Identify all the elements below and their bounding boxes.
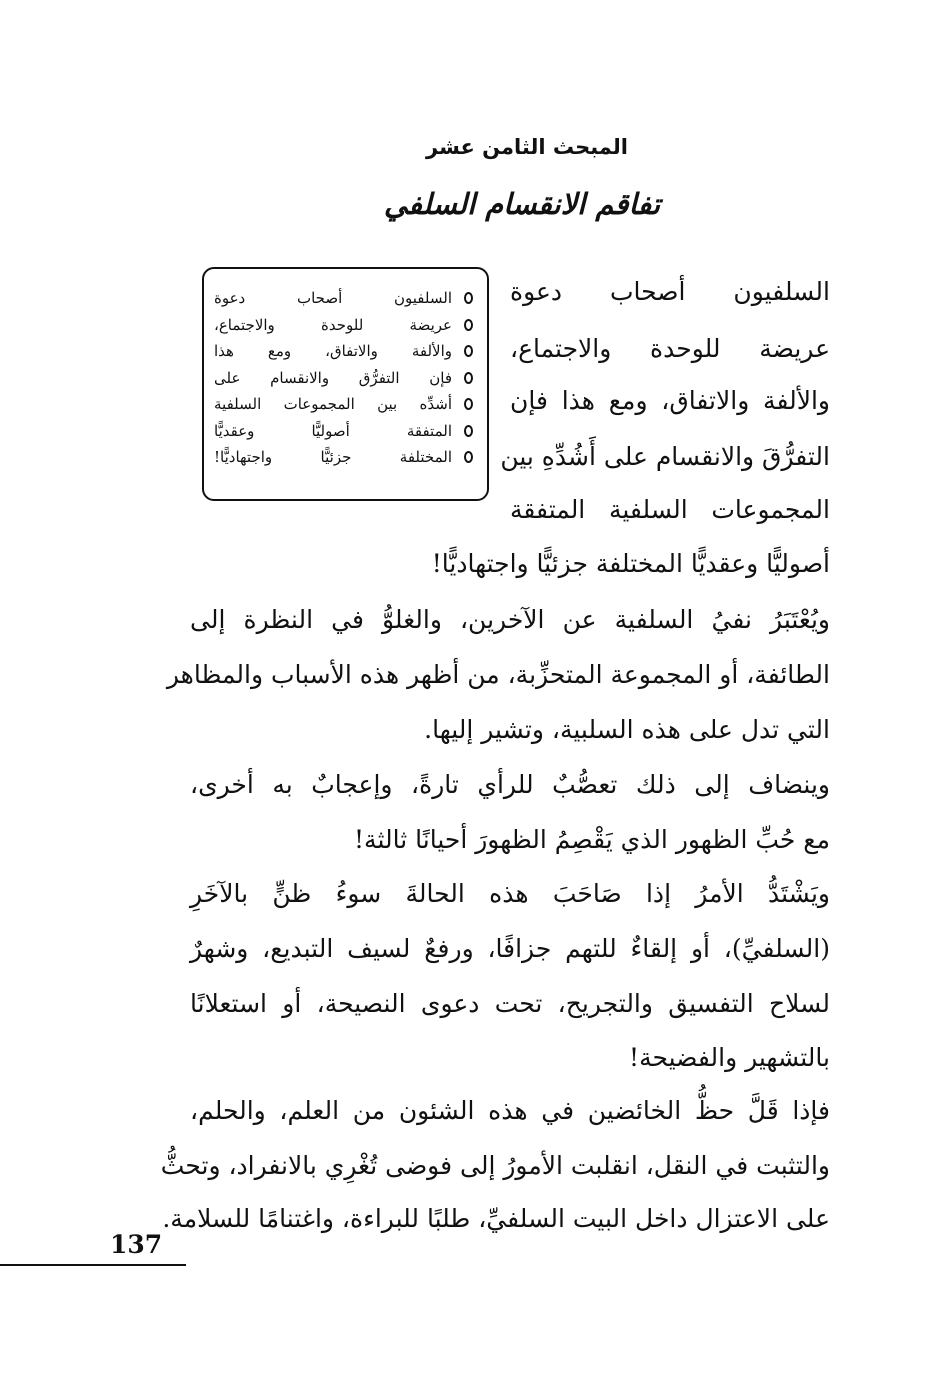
body-line: فإذا قَلَّ حظُّ الخائضين في هذه الشئون من العلم، والحلم، [190,1096,830,1125]
section-label [0,135,934,159]
pull-quote-line: المتفقة أصوليًّا وعقديًّا [214,418,473,445]
circle-bullet-icon [464,451,473,463]
circle-bullet-icon [464,398,473,410]
body-line: السلفيون أصحاب دعوة [510,277,830,306]
body-line: وينضاف إلى ذلك تعصُّبٌ للرأي تارةً، وإعجابٌ به أخرى، [190,770,830,799]
pull-quote-box [202,267,489,501]
chapter-title-text: تفاقم الانقسام السلفي [383,187,661,221]
body-line: عريضة للوحدة والاجتماع، [510,334,830,363]
pull-quote-line: فإن التفرُّق والانقسام على [214,365,473,392]
body-line: ويُعْتَبَرُ نفيُ السلفية عن الآخرين، والغلوُّ في النظرة إلى [190,605,830,634]
body-line: والألفة والاتفاق، ومع هذا فإن [510,386,830,415]
section-label-text: المبحث الثامن عشر [426,135,628,159]
body-line: ويَشْتَدُّ الأمرُ إذا صَاحَبَ هذه الحالةَ سوءُ ظنٍّ بالآخَرِ [190,879,830,908]
pull-quote-line: والألفة والاتفاق، ومع هذا [214,338,473,365]
circle-bullet-icon [464,425,473,437]
body-line: التفرُّقَ والانقسام على أَشُدِّهِ بين [500,442,830,471]
circle-bullet-icon [464,292,473,304]
circle-bullet-icon [464,372,473,384]
body-line: لسلاح التفسيق والتجريح، تحت دعوى النصيحة، أو استعلانًا [190,989,830,1018]
body-line: مع حُبِّ الظهور الذي يَقْصِمُ الظهورَ أحيانًا ثالثة! [354,825,830,854]
pull-quote-line: المختلفة جزئيًّا واجتهاديًّا! [214,444,473,471]
body-line: المجموعات السلفية المتفقة [510,495,830,524]
body-line: الطائفة، أو المجموعة المتحزِّبة، من أظهر هذه الأسباب والمظاهر [166,660,830,689]
pull-quote-line: أشدِّه بين المجموعات السلفية [214,391,473,418]
body-line: أصوليًّا وعقديًّا المختلفة جزئيًّا واجتهاديًّا! [431,549,830,578]
body-line: والتثبت في النقل، انقلبت الأمورُ إلى فوضى تُغْرِي بالانفراد، وتحثُّ [160,1151,830,1180]
circle-bullet-icon [464,319,473,331]
body-line: على الاعتزال داخل البيت السلفيِّ، طلبًا للبراءة، واغتنامًا للسلامة. [162,1204,830,1233]
body-line: (السلفيِّ)، أو إلقاءٌ للتهم جزافًا، ورفعٌ لسيف التبديع، وشهرٌ [190,934,830,963]
pull-quote-line: عريضة للوحدة والاجتماع، [214,312,473,339]
page-number: 137 [110,1230,163,1259]
circle-bullet-icon [464,345,473,357]
footer-rule [0,1264,186,1266]
body-line: بالتشهير والفضيحة! [629,1043,830,1072]
pull-quote-line: السلفيون أصحاب دعوة [214,285,473,312]
body-line: التي تدل على هذه السلبية، وتشير إليها. [424,715,830,744]
chapter-title [0,187,934,221]
